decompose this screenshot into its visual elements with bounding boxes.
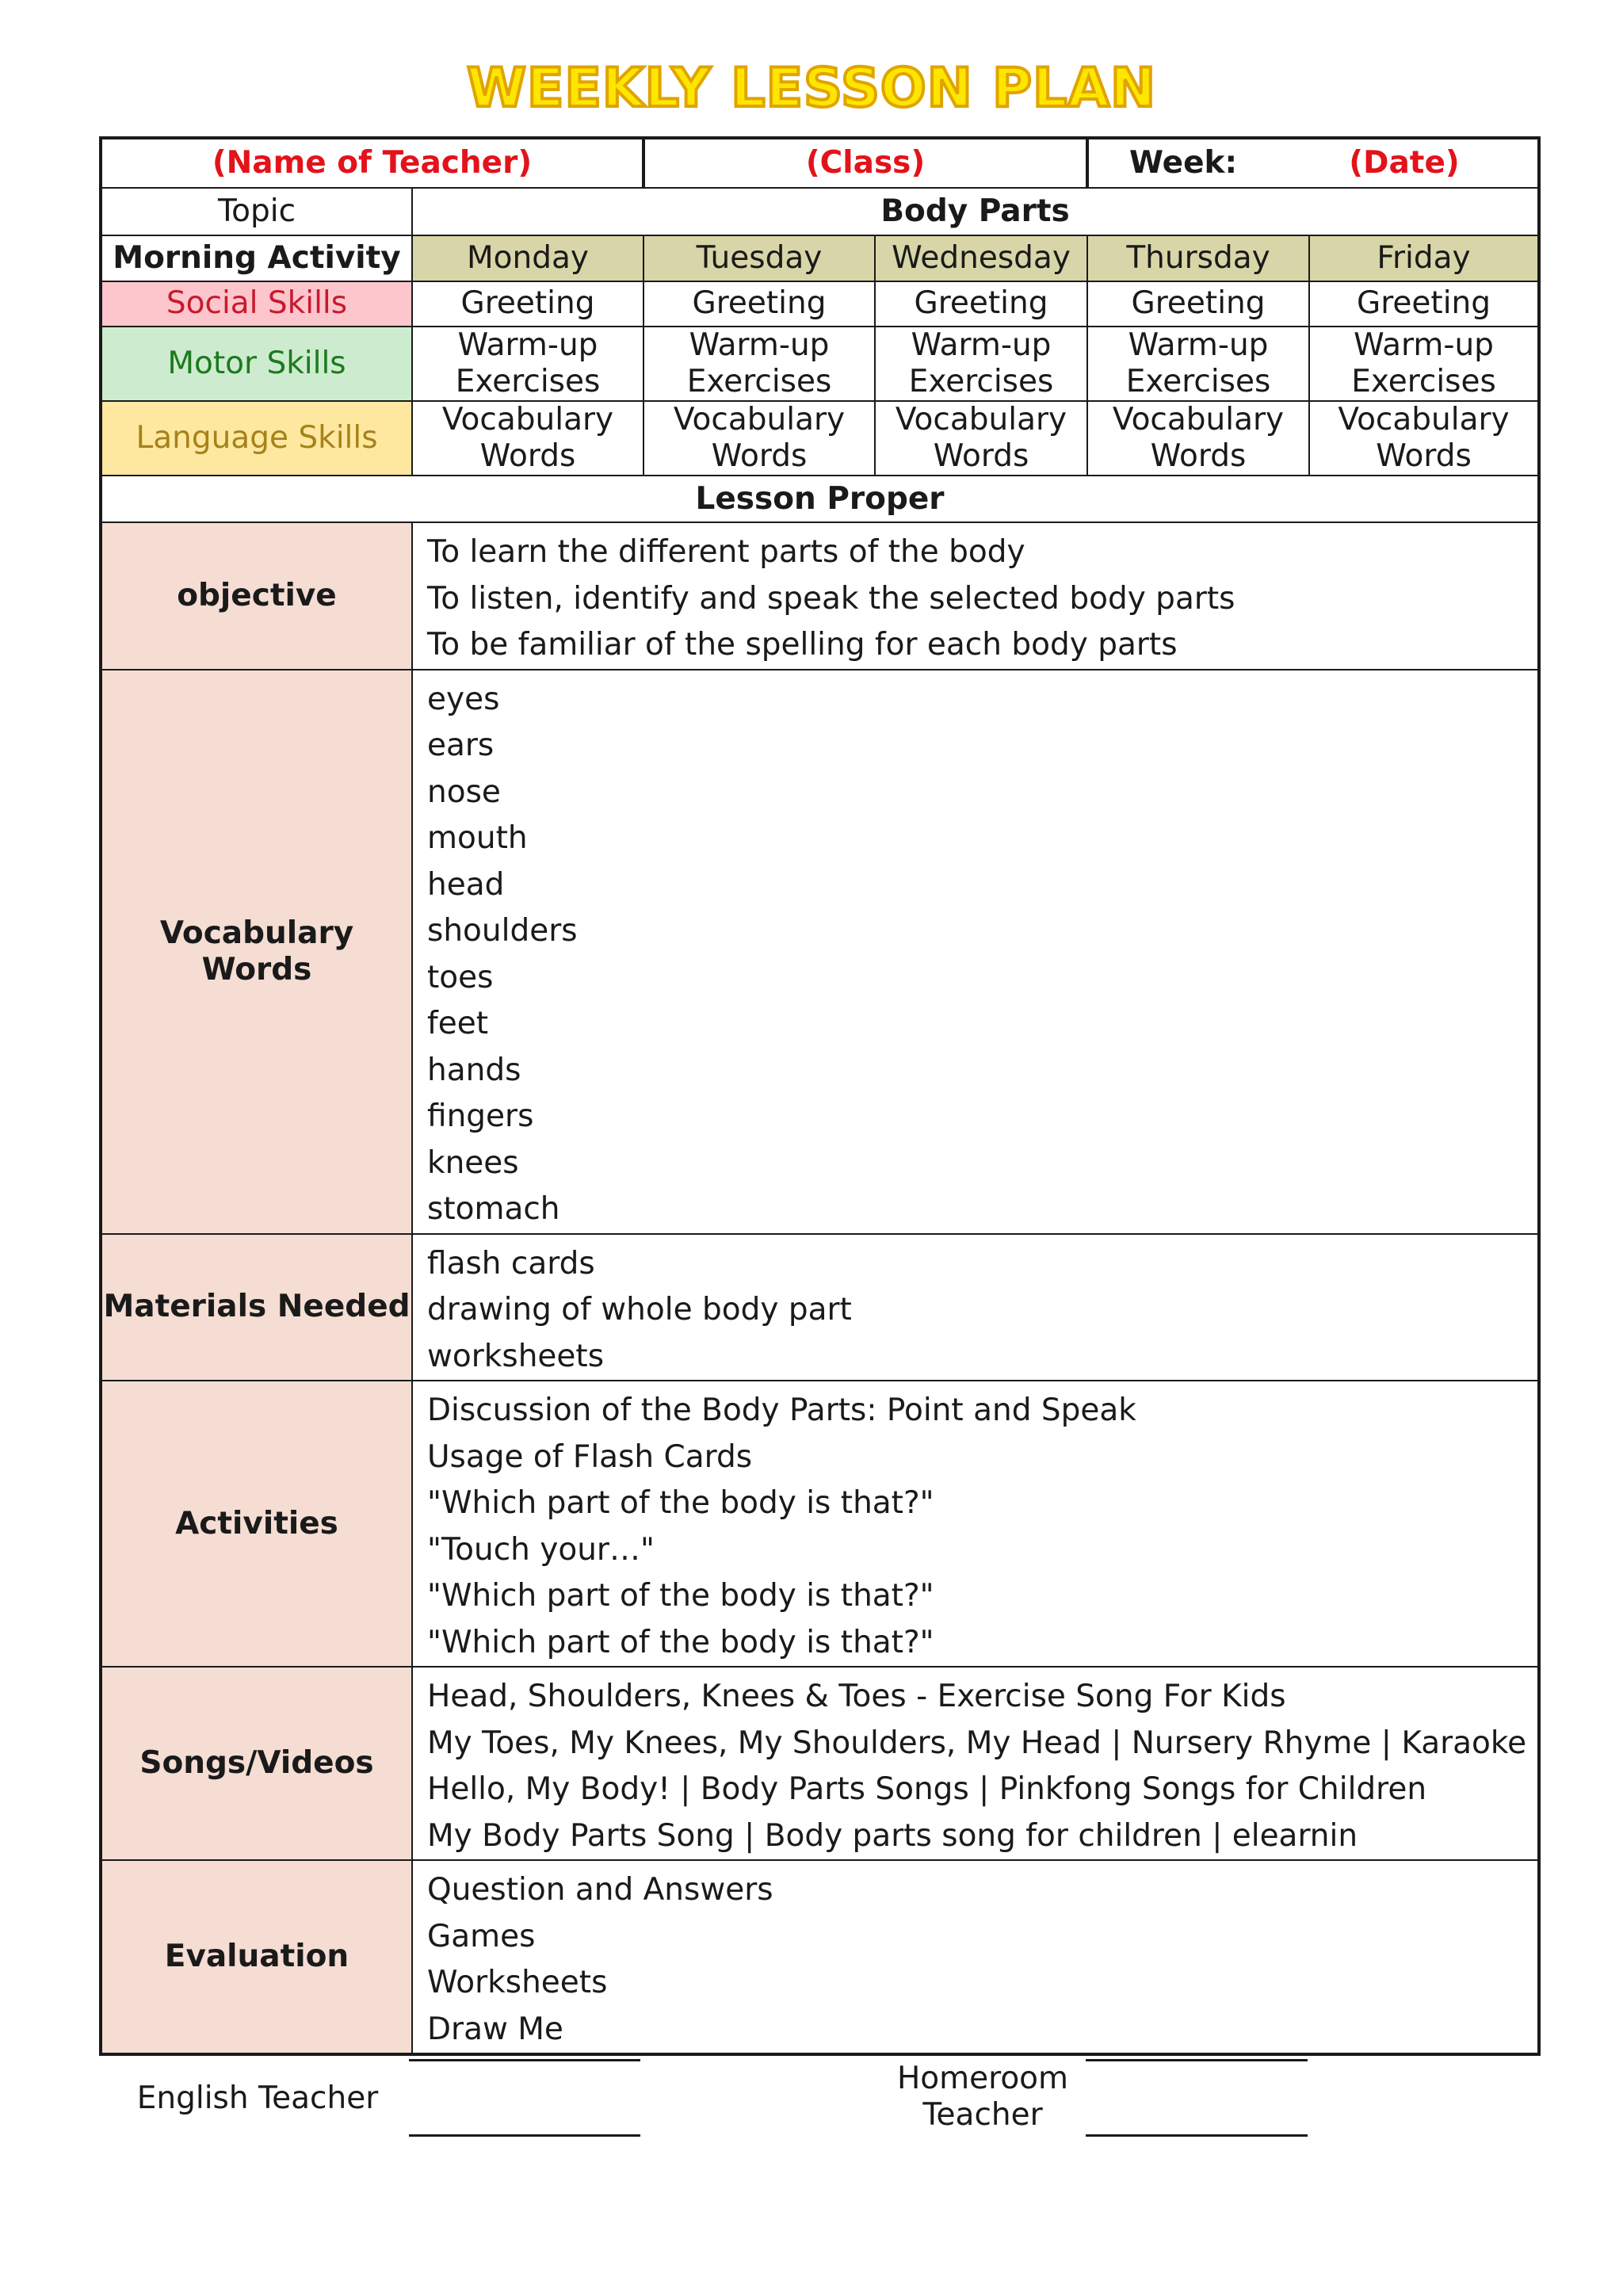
list-item: shoulders: [427, 913, 578, 949]
language-monday: [412, 401, 643, 476]
homeroom-teacher-label: [864, 2061, 1102, 2134]
language-wednesday: [875, 401, 1087, 476]
homeroom-teacher-date-line: [1086, 2134, 1308, 2137]
language-tuesday-line1: Vocabulary: [673, 402, 846, 438]
language-wednesday-line2: Words: [933, 438, 1029, 475]
songs-list: [412, 1667, 1539, 1860]
motor-wednesday-line2: Exercises: [908, 364, 1054, 400]
list-item: Usage of Flash Cards: [427, 1438, 753, 1475]
social-tuesday: Greeting: [643, 281, 875, 327]
day-thursday: Thursday: [1087, 235, 1309, 281]
language-monday-line1: Vocabulary: [441, 402, 614, 438]
vocabulary-row: [101, 670, 1539, 1234]
list-item: toes: [427, 959, 494, 995]
social-wednesday: Greeting: [875, 281, 1087, 327]
list-item: My Body Parts Song | Body parts song for children | elearnin: [427, 1817, 1358, 1854]
materials-row: [101, 1234, 1539, 1381]
language-monday-line2: Words: [479, 438, 576, 475]
motor-tuesday: [643, 327, 875, 401]
motor-friday-line2: Exercises: [1351, 364, 1496, 400]
list-item: nose: [427, 774, 501, 810]
topic-value: Body Parts: [412, 188, 1539, 235]
list-item: eyes: [427, 681, 500, 717]
motor-tuesday-line2: Exercises: [686, 364, 832, 400]
homeroom-label-line2: Teacher: [922, 2097, 1043, 2134]
morning-activity-label: Morning Activity: [101, 235, 412, 281]
motor-monday: [412, 327, 643, 401]
topic-label: Topic: [101, 188, 412, 235]
motor-monday-line2: Exercises: [455, 364, 601, 400]
list-item: Draw Me: [427, 2011, 563, 2047]
language-friday-line2: Words: [1376, 438, 1472, 475]
week-date: (Date): [1349, 144, 1460, 181]
vocabulary-label: Vocabulary Words: [101, 670, 412, 1234]
day-friday: Friday: [1309, 235, 1539, 281]
week-label: Week:: [1128, 144, 1238, 181]
list-item: To listen, identify and speak the selected body parts: [427, 580, 1235, 617]
english-teacher-signature-line: [409, 2059, 640, 2061]
language-thursday: [1087, 401, 1309, 476]
social-skills-row: [101, 281, 1539, 327]
list-item: flash cards: [427, 1245, 595, 1282]
activities-label: Activities: [101, 1381, 412, 1667]
songs-row: [101, 1667, 1539, 1860]
day-monday: Monday: [412, 235, 643, 281]
motor-tuesday-line1: Warm-up: [689, 327, 830, 363]
list-item: "Which part of the body is that?": [427, 1624, 934, 1660]
homeroom-label-line1: Homeroom: [896, 2061, 1069, 2096]
list-item: knees: [427, 1144, 519, 1181]
motor-wednesday-line1: Warm-up: [911, 327, 1052, 363]
list-item: Head, Shoulders, Knees & Toes - Exercise Song For Kids: [427, 1679, 1286, 1715]
motor-friday: [1309, 327, 1539, 401]
list-item: To learn the different parts of the body: [427, 534, 1025, 571]
topic-row: [101, 188, 1539, 235]
materials-label: Materials Needed: [101, 1234, 412, 1381]
list-item: "Which part of the body is that?": [427, 1485, 934, 1522]
list-item: drawing of whole body part: [427, 1292, 852, 1328]
motor-thursday: [1087, 327, 1309, 401]
list-item: Hello, My Body! | Body Parts Songs | Pinkfong Songs for Children: [427, 1771, 1427, 1808]
evaluation-row: [101, 1860, 1539, 2054]
objective-row: [101, 522, 1539, 670]
objective-list: [412, 522, 1539, 670]
list-item: fingers: [427, 1098, 534, 1135]
list-item: To be familiar of the spelling for each body parts: [427, 627, 1178, 663]
vocabulary-list: [412, 670, 1539, 1234]
language-tuesday: [643, 401, 875, 476]
list-item: Question and Answers: [427, 1872, 773, 1908]
class-name: (Class): [643, 138, 1087, 188]
language-wednesday-line1: Vocabulary: [895, 402, 1067, 438]
songs-label: Songs/Videos: [101, 1667, 412, 1860]
motor-wednesday: [875, 327, 1087, 401]
list-item: head: [427, 866, 505, 903]
lesson-plan-table: [99, 136, 1541, 2056]
motor-skills-row: [101, 327, 1539, 401]
list-item: "Which part of the body is that?": [427, 1578, 934, 1614]
english-teacher-date-line: [409, 2134, 640, 2137]
list-item: ears: [427, 728, 495, 764]
page-title: WEEKLY LESSON PLAN: [466, 57, 1157, 120]
evaluation-list: [412, 1860, 1539, 2054]
days-row: [101, 235, 1539, 281]
motor-monday-line1: Warm-up: [457, 327, 598, 363]
language-friday: [1309, 401, 1539, 476]
lesson-proper-row: [101, 476, 1539, 522]
list-item: Games: [427, 1918, 536, 1954]
week-cell: [1087, 138, 1539, 188]
objective-label: objective: [101, 522, 412, 670]
day-wednesday: Wednesday: [875, 235, 1087, 281]
language-skills-row: [101, 401, 1539, 476]
activities-row: [101, 1381, 1539, 1667]
social-skills-label: Social Skills: [101, 281, 412, 327]
list-item: My Toes, My Knees, My Shoulders, My Head | Nursery Rhyme | Karaoke: [427, 1725, 1527, 1761]
language-tuesday-line2: Words: [711, 438, 808, 475]
day-tuesday: Tuesday: [643, 235, 875, 281]
evaluation-label: Evaluation: [101, 1860, 412, 2054]
social-friday: Greeting: [1309, 281, 1539, 327]
list-item: Discussion of the Body Parts: Point and Speak: [427, 1392, 1136, 1429]
list-item: "Touch your…": [427, 1531, 655, 1568]
list-item: feet: [427, 1006, 489, 1042]
homeroom-teacher-signature-line: [1086, 2059, 1308, 2061]
teacher-name: (Name of Teacher): [101, 138, 643, 188]
motor-friday-line1: Warm-up: [1354, 327, 1494, 363]
materials-list: [412, 1234, 1539, 1381]
list-item: hands: [427, 1052, 521, 1088]
english-teacher-label: English Teacher: [136, 2080, 379, 2116]
language-friday-line1: Vocabulary: [1338, 402, 1510, 438]
language-skills-label: Language Skills: [101, 401, 412, 476]
motor-thursday-line2: Exercises: [1125, 364, 1271, 400]
social-thursday: Greeting: [1087, 281, 1309, 327]
lesson-proper-heading: Lesson Proper: [101, 476, 1539, 522]
list-item: worksheets: [427, 1338, 605, 1374]
motor-thursday-line1: Warm-up: [1128, 327, 1269, 363]
header-row: [101, 138, 1539, 188]
language-thursday-line2: Words: [1150, 438, 1247, 475]
motor-skills-label: Motor Skills: [101, 327, 412, 401]
list-item: mouth: [427, 820, 528, 857]
language-thursday-line1: Vocabulary: [1112, 402, 1285, 438]
list-item: stomach: [427, 1191, 560, 1228]
list-item: Worksheets: [427, 1965, 608, 2001]
social-monday: Greeting: [412, 281, 643, 327]
activities-list: [412, 1381, 1539, 1667]
